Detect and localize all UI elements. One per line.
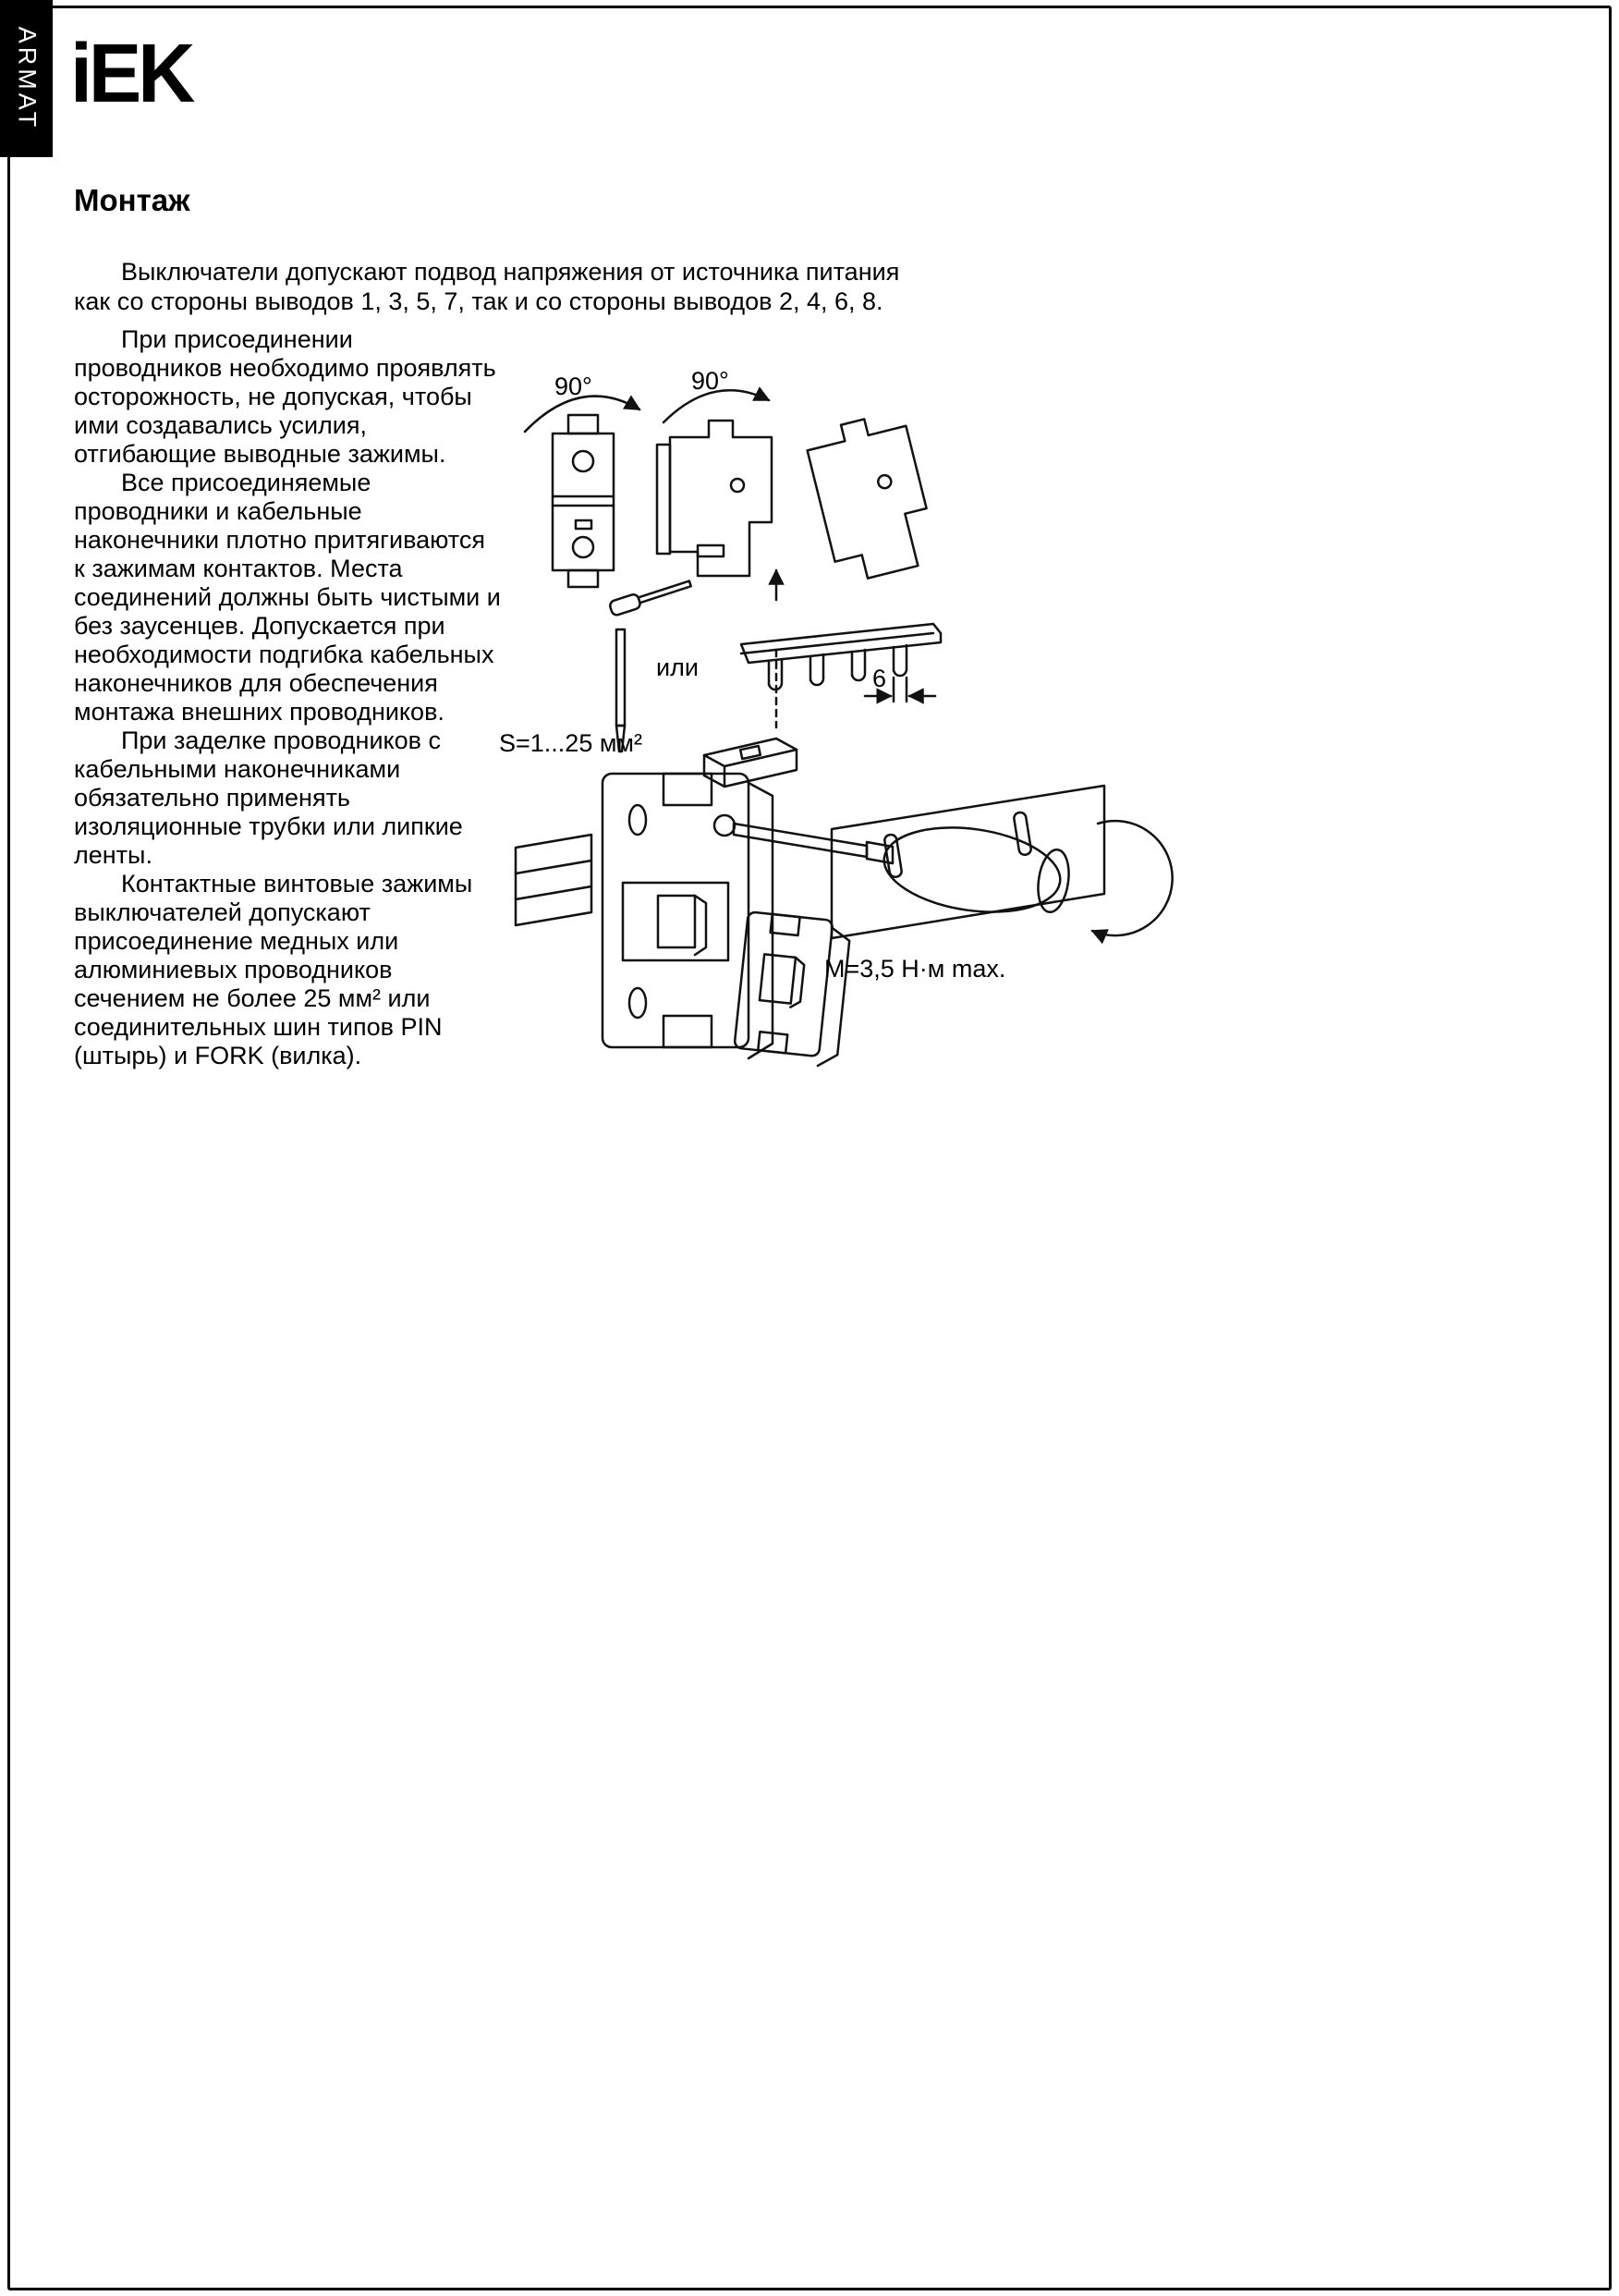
iek-logo: iEK [70,27,192,120]
armat-sidebar [0,0,53,157]
installation-figure-svg [499,356,1552,1095]
rotate-arrow-right-icon [663,390,769,422]
section-heading: Монтаж [74,183,190,217]
paragraph: Все присоединяемые проводники и кабельные наконечники плотно притягиваются к зажимам контактов. Места соединений должны быть чистыми и без заусенцев. Допускается при необходимости подгибка кабельных наконечников для обеспечения монтажа внешних проводников. [74,469,501,726]
breaker-tilted-view [803,409,939,585]
intro-paragraph: Выключатели допускают подвод напряжения от источника питания как со стороны выводов 1, 3, 5, 7, так и со стороны выводов 2, 4, 6, 8. [74,258,900,315]
din-rail-end [516,835,591,925]
angle-label-right: 90° [691,367,729,395]
wire-section-label: S=1...25 мм² [499,729,642,757]
paragraph: При заделке проводников с кабельными наконечниками обязательно применять изоляционные трубки или липкие ленты. [74,727,463,869]
armat-label: ARMAT [13,26,41,131]
intro-paragraph-block [74,257,943,316]
pin-busbar [741,624,941,690]
torque-label: M=3,5 Н·м max. [824,955,1006,983]
breaker-side-view-mounted [609,421,776,617]
breaker-front-view [553,415,614,587]
breaker-loose [733,911,851,1068]
angle-label-left: 90° [554,372,592,400]
terminal-lug [704,739,797,787]
dimension-label: 6 [872,665,887,692]
mounting-plate [832,786,1104,938]
paragraph: Контактные винтовые зажимы выключателей допускают присоединение медных или алюминиевых проводников сечением не более 25 мм² или соединительных шин типов PIN (штырь) и FORK (вилка). [74,870,473,1069]
installation-figure [499,356,1552,1095]
breaker-mounted [603,774,773,1058]
screwdriver-small-icon [609,577,693,617]
body-text-column [74,325,501,1070]
or-label: или [656,653,699,681]
paragraph: При присоединении проводников необходимо проявлять осторожность, не допуская, чтобы ими создавались усилия, отгибающие выводные зажимы. [74,325,496,468]
